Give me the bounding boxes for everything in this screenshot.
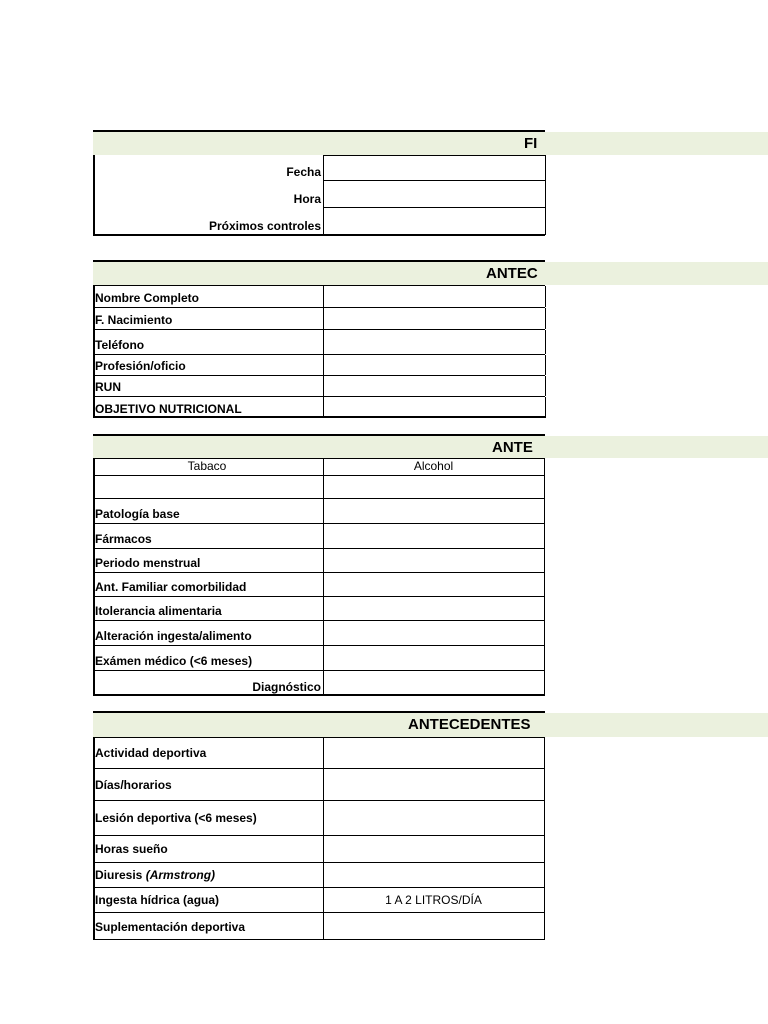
field-label: Diagnóstico: [252, 680, 321, 694]
form-row-suplementacion: [93, 913, 768, 940]
field-label: Ingesta hídrica (agua): [95, 893, 220, 907]
field-label: F. Nacimiento: [95, 313, 173, 327]
form-row-telefono: [93, 330, 768, 354]
run-input-cell[interactable]: [323, 376, 546, 396]
field-label: Profesión/oficio: [95, 359, 186, 373]
form-row-intolerancia: [93, 597, 768, 620]
form-row-dias-horarios: [93, 769, 768, 800]
form-row-profesion: [93, 355, 768, 375]
field-label: Alteración ingesta/alimento: [95, 629, 252, 643]
field-label: [95, 863, 215, 887]
diuresis-input-cell[interactable]: [323, 863, 544, 887]
form-row-diuresis: [93, 863, 768, 887]
nombre-input-cell[interactable]: [323, 286, 546, 307]
form-row-farmacos: [93, 524, 768, 548]
section-title: ANTE: [492, 439, 533, 456]
field-label: Horas sueño: [95, 842, 168, 856]
actividad-input-cell[interactable]: [323, 738, 544, 768]
field-label: RUN: [95, 380, 121, 394]
form-row-examen-medico: [93, 646, 768, 670]
profesion-input-cell[interactable]: [323, 355, 546, 375]
form-row-actividad-deportiva: [93, 738, 768, 768]
field-label: Lesión deportiva (<6 meses): [95, 811, 257, 825]
form-row-horas-sueno: [93, 836, 768, 862]
sueno-input-cell[interactable]: [323, 836, 544, 862]
form-row-run: [93, 376, 768, 396]
form-row-alteracion-ingesta: [93, 621, 768, 645]
alcohol-label: Alcohol: [413, 459, 454, 473]
field-label: Patología base: [95, 507, 180, 521]
form-row-ant-familiar: [93, 573, 768, 596]
hora-input-cell[interactable]: [323, 181, 546, 208]
nacimiento-input-cell[interactable]: [323, 308, 546, 329]
field-label: Días/horarios: [95, 777, 172, 792]
tabaco-label: Tabaco: [187, 459, 227, 473]
field-label: Exámen médico (<6 meses): [95, 654, 253, 668]
section-title: ANTECEDENTES: [408, 716, 531, 733]
form-row-lesion-deportiva: [93, 801, 768, 835]
dias-input-cell[interactable]: [323, 769, 544, 800]
form-row-diagnostico: [93, 671, 768, 696]
suplementacion-input-cell[interactable]: [323, 913, 544, 940]
periodo-input-cell[interactable]: [323, 549, 544, 572]
examen-input-cell[interactable]: [323, 646, 544, 670]
field-label: Fármacos: [95, 532, 152, 546]
section-title: ANTEC: [486, 265, 538, 282]
form-row-ingesta-hidrica: [93, 888, 768, 912]
field-label: Ant. Familiar comorbilidad: [95, 580, 247, 594]
alteracion-input-cell[interactable]: [323, 621, 544, 645]
field-label: Periodo menstrual: [95, 556, 201, 570]
tabaco-input-cell[interactable]: [95, 476, 323, 498]
form-row-hora: [93, 181, 768, 208]
farmacos-input-cell[interactable]: [323, 524, 544, 548]
ant-familiar-input-cell[interactable]: [323, 573, 544, 596]
field-label: Próximos controles: [208, 219, 321, 233]
form-row-patologia: [93, 499, 768, 523]
spreadsheet-form: [93, 0, 768, 1024]
form-row-fecha: [93, 155, 768, 181]
section-header: [93, 132, 768, 155]
proximos-controles-input-cell[interactable]: [323, 208, 546, 235]
field-label: Itolerancia alimentaria: [95, 604, 222, 618]
alcohol-input-cell[interactable]: [324, 476, 544, 498]
diuresis-label: Diuresis: [95, 868, 146, 882]
objetivo-input-cell[interactable]: [323, 397, 546, 418]
section-header: [93, 436, 768, 458]
section-title: FI: [524, 135, 538, 152]
diagnostico-input-cell[interactable]: [323, 671, 544, 696]
form-row-periodo-menstrual: [93, 549, 768, 572]
section-header: [93, 262, 768, 285]
field-label: OBJETIVO NUTRICIONAL: [95, 402, 242, 416]
form-row-objetivo-nutricional: [93, 397, 768, 418]
form-row-nombre: [93, 286, 768, 307]
field-label: Fecha: [286, 165, 321, 179]
field-label: Actividad deportiva: [95, 746, 207, 760]
field-label: Suplementación deportiva: [95, 919, 246, 934]
lesion-input-cell[interactable]: [323, 801, 544, 835]
field-label: Hora: [293, 192, 321, 206]
section-header: [93, 713, 768, 737]
intolerancia-input-cell[interactable]: [323, 597, 544, 620]
form-row-nacimiento: [93, 308, 768, 329]
ingesta-hidrica-value[interactable]: 1 A 2 LITROS/DÍA: [385, 893, 482, 907]
form-row-proximos-controles: [93, 208, 768, 235]
field-label: Teléfono: [95, 338, 145, 352]
field-label: Nombre Completo: [95, 291, 200, 305]
telefono-input-cell[interactable]: [323, 330, 546, 354]
armstrong-label: (Armstrong): [145, 868, 216, 882]
fecha-input-cell[interactable]: [323, 155, 546, 181]
patologia-input-cell[interactable]: [323, 499, 544, 523]
